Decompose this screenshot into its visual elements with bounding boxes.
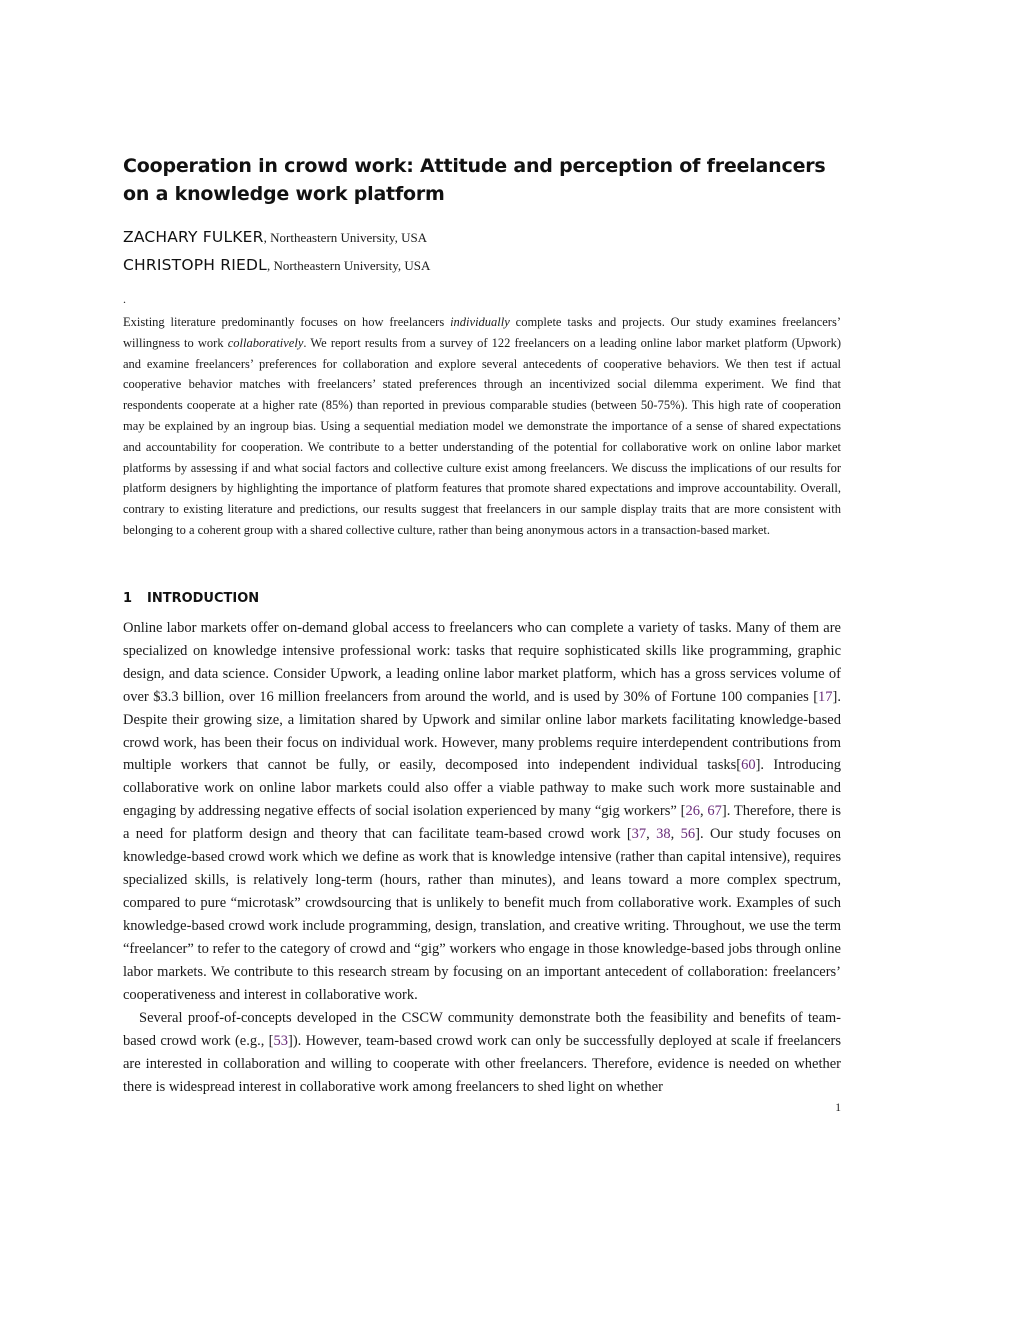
intro-paragraph-1	[123, 617, 841, 1006]
paper-title: Cooperation in crowd work: Attitude and perception of freelancers on a knowledge work platform	[123, 155, 826, 205]
abstract-text: complete tasks and projects. Our study examines freelancers’ willingness to work	[123, 315, 841, 350]
citation-link[interactable]: 60	[741, 757, 756, 774]
abstract-text: Existing literature predominantly focuses on how freelancers	[123, 315, 451, 329]
body-text: ]. Despite their growing size, a limitation shared by Upwork and similar online labor markets facilitating knowledge-based crowd work, has been their focus on individual work. However, many problems require interdependent contributions from multiple workers that cannot be fully, or easily, decomposed into independent individual tasks[	[123, 688, 841, 774]
body-text: Online labor markets offer on-demand global access to freelancers who can complete a variety of tasks. Many of them are specialized on knowledge intensive professional work: tasks that require sophisticated skills like programming, graphic design, and data science. Consider Upwork, a leading online labor market platform, which has a gross services volume of over $3.3 billion, over 16 million freelancers from around the world, and is used by 30% of Fortune 100 companies [	[123, 620, 841, 705]
abstract	[123, 312, 841, 541]
body-text: ]). However, team-based crowd work can only be successfully deployed at scale if freelancers are interested in collaboration and willing to cooperate with other freelancers. Therefore, evidence is needed on whether there is widespread interest in collaborative work among freelancers to shed light on whether	[123, 1032, 841, 1095]
citation-link[interactable]: 56	[680, 826, 696, 843]
citation-link[interactable]: 67	[707, 803, 722, 820]
page-number: 1	[835, 1102, 841, 1114]
abstract-emphasis: individually	[450, 315, 510, 329]
citation-link[interactable]: 53	[273, 1032, 288, 1049]
author-name: CHRISTOPH RIEDL	[123, 256, 267, 274]
citation-link[interactable]: 37	[631, 826, 647, 843]
author-1	[123, 228, 427, 247]
citation-link[interactable]: 17	[818, 688, 833, 705]
author-affiliation: Northeastern University, USA	[273, 258, 431, 273]
section-title: INTRODUCTION	[147, 591, 260, 606]
body-text: Several proof-of-concepts developed in the CSCW community demonstrate both the feasibility and benefits of team-based crowd work (e.g., [	[123, 1010, 841, 1049]
abstract-text: . We report results from a survey of 122 freelancers on a leading online labor market platform (Upwork) and examine freelancers’ preferences for collaboration and explore several antecedents of cooperative behaviors. We then test if actual cooperative behavior matches with freelancers’ stated preferences through an incentivized social dilemma experiment. We find that respondents cooperate at a higher rate (85%) than reported in previous comparable studies (between 50-75%). This high rate of cooperation may be explained by an ingroup bias. Using a sequential mediation model we demonstrate the importance of a sense of shared expectations and accountability for cooperation. We contribute to a better understanding of the potential for collaborative work on online labor market platforms by assessing if and what social factors and collective culture exist among freelancers. We discuss the implications of our results for platform designers by highlighting the importance of platform features that promote shared expectations and improve accountability. Overall, contrary to existing literature and predictions, our results suggest that freelancers in our sample display traits that are more consistent with belonging to a coherent group with a shared collective culture, rather than being anonymous actors in a transaction-based market.	[123, 335, 841, 537]
citation-link[interactable]: 38	[656, 826, 671, 843]
author-affiliation: Northeastern University, USA	[270, 230, 428, 245]
section-heading	[123, 590, 259, 608]
separator-dot: .	[123, 292, 126, 306]
author-2	[123, 256, 430, 275]
body-text: ]. Therefore, there is a need for platform design and theory that can facilitate team-based crowd work [	[123, 803, 841, 843]
author-comma: ,	[263, 230, 267, 245]
citation-separator: ,	[646, 826, 657, 843]
section-number: 1	[123, 591, 133, 606]
author-name: ZACHARY FULKER	[123, 228, 264, 246]
citation-separator: ,	[670, 826, 681, 843]
paper-page	[123, 0, 841, 1325]
author-comma: ,	[266, 258, 271, 273]
citation-separator: ,	[699, 803, 708, 820]
abstract-emphasis: collaboratively	[227, 335, 304, 350]
intro-paragraph-2	[123, 1007, 841, 1099]
citation-link[interactable]: 26	[685, 803, 700, 820]
body-text: ]. Introducing collaborative work on online labor markets could also offer a viable pathway to make such work more sustainable and engaging by addressing negative effects of social isolation experienced by many “gig workers” [	[123, 757, 841, 820]
body-text: ]. Our study focuses on knowledge-based crowd work which we define as work that is knowledge intensive (rather than capital intensive), requires specialized skills, is relatively long-term (hours, rather than minutes), and leans toward a more complex spectrum, compared to pure “microtask” crowdsourcing that is unlikely to benefit much from collaborative work. Examples of such knowledge-based crowd work include programming, design, translation, and creative writing. Throughout, we use the term “freelancer” to refer to the category of crowd and “gig” workers who engage in those knowledge-based jobs through online labor markets. We contribute to this research stream by focusing on an important antecedent of collaboration: freelancers’ cooperativeness and interest in collaborative work.	[123, 826, 842, 1003]
